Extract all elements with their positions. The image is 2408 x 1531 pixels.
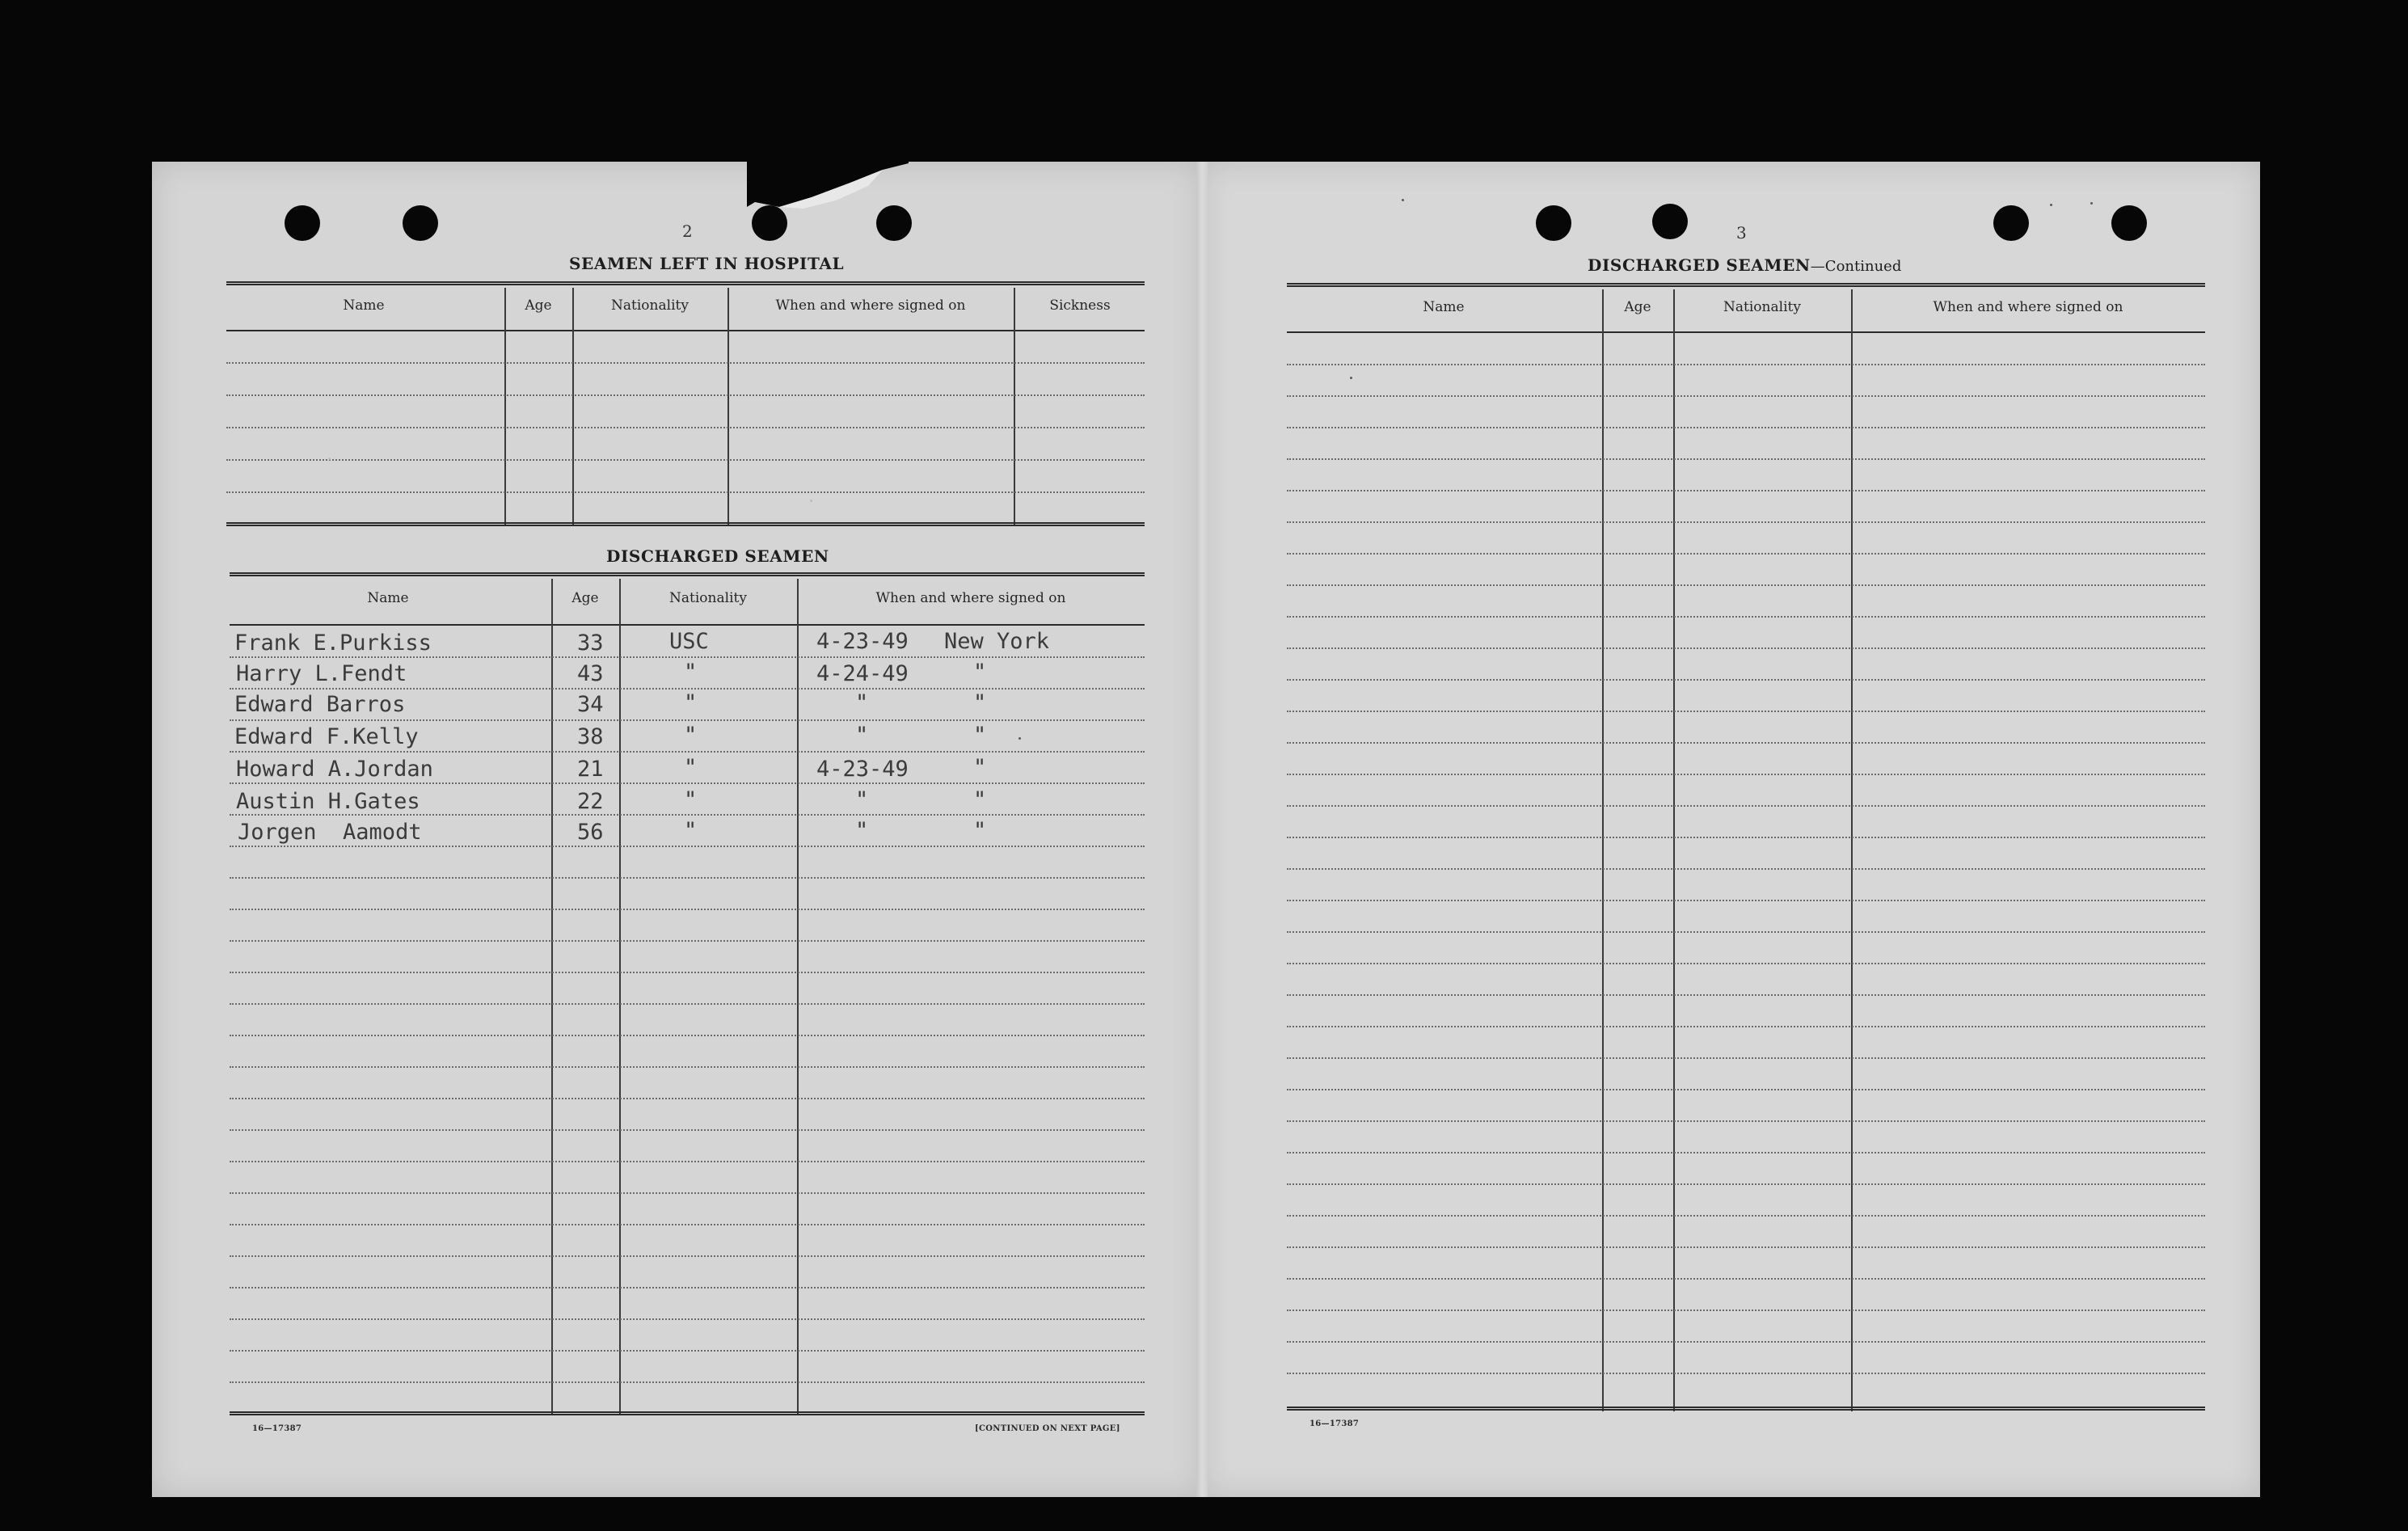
row-5-nationality: " (684, 755, 698, 780)
discharged-header-rule (230, 624, 1145, 626)
row-line (230, 1224, 1145, 1225)
row-7-date: " (855, 818, 869, 843)
discharged-col-divider (797, 579, 799, 1415)
row-line (230, 940, 1145, 942)
row-line (230, 909, 1145, 910)
row-5-place: " (973, 755, 987, 780)
row-line (230, 1035, 1145, 1036)
row-7-place: " (973, 818, 987, 843)
hospital-header-age: Age (525, 297, 552, 314)
title-suffix: —Continued (1810, 258, 1902, 275)
hospital-col-divider (504, 288, 506, 525)
hospital-row-line (226, 427, 1145, 428)
title-main: DISCHARGED SEAMEN (1588, 255, 1811, 275)
hospital-row-line (226, 491, 1145, 493)
discharged-col-divider (551, 579, 553, 1415)
row-line (1287, 521, 2205, 523)
right-top-rule (1287, 283, 2205, 287)
row-line (1287, 1310, 2205, 1311)
row-6-name: Austin H.Gates (236, 789, 420, 814)
hospital-row-line (226, 394, 1145, 396)
right-bottom-rule (1287, 1407, 2205, 1411)
hospital-col-divider (1014, 288, 1015, 525)
row-line (230, 1255, 1145, 1257)
row-line (230, 751, 1145, 753)
left-page (152, 162, 1201, 1497)
paper-speck (328, 458, 331, 460)
row-line (230, 1350, 1145, 1352)
discharged-col-divider (619, 579, 621, 1415)
hospital-header-signed-on: When and where signed on (775, 297, 966, 314)
row-1-date: 4-23-49 (816, 629, 909, 654)
row-2-date: 4-24-49 (816, 661, 909, 686)
row-line (1287, 1152, 2205, 1154)
row-4-place: " (973, 723, 987, 748)
hospital-bottom-rule (226, 522, 1145, 526)
row-4-name: Edward F.Kelly (234, 724, 419, 749)
hospital-col-divider (727, 288, 729, 525)
discharged-header-signed-on: When and where signed on (875, 590, 1066, 606)
right-header-nationality: Nationality (1723, 299, 1801, 315)
row-7-name: Jorgen Aamodt (238, 820, 422, 845)
paper-speck (810, 500, 812, 502)
discharged-section-title: DISCHARGED SEAMEN (606, 546, 829, 566)
paper-speck (1018, 737, 1021, 740)
row-line (1287, 490, 2205, 491)
row-line (1287, 1215, 2205, 1217)
paper-speck (2090, 202, 2093, 205)
row-line (1287, 616, 2205, 618)
row-line (1287, 963, 2205, 964)
row-line (230, 719, 1145, 721)
page-number: 2 (682, 221, 693, 241)
hospital-header-nationality: Nationality (611, 297, 689, 314)
row-line (1287, 1057, 2205, 1059)
row-line (1287, 805, 2205, 807)
discharged-header-age: Age (571, 590, 599, 606)
discharged-top-rule (230, 572, 1145, 576)
discharged-continued-title (1588, 255, 1901, 275)
row-2-nationality: " (684, 660, 698, 685)
punch-hole (285, 205, 320, 241)
page-fold (1196, 162, 1208, 1497)
row-line (1287, 647, 2205, 649)
punch-hole (2111, 205, 2147, 241)
row-line (230, 846, 1145, 847)
row-line (1287, 1278, 2205, 1280)
continued-note: [CONTINUED ON NEXT PAGE] (975, 1424, 1120, 1433)
row-2-name: Harry L.Fendt (236, 661, 407, 686)
row-3-place: " (973, 690, 987, 715)
row-line (1287, 900, 2205, 901)
row-line (230, 1066, 1145, 1068)
row-line (230, 877, 1145, 879)
row-line (1287, 1089, 2205, 1090)
row-2-place: " (973, 660, 987, 685)
row-line (230, 972, 1145, 973)
punch-hole (1536, 205, 1571, 241)
row-line (1287, 584, 2205, 586)
hospital-row-line (226, 362, 1145, 364)
row-4-date: " (855, 723, 869, 748)
row-line (1287, 837, 2205, 838)
row-line (1287, 994, 2205, 996)
punch-hole (1652, 204, 1688, 239)
paper-tear (747, 158, 909, 215)
row-line (230, 1381, 1145, 1383)
right-header-age: Age (1624, 299, 1651, 315)
discharged-bottom-rule (230, 1411, 1145, 1415)
row-6-date: " (855, 787, 869, 812)
form-number: 16—17387 (252, 1424, 302, 1433)
row-line (230, 1129, 1145, 1131)
row-line (230, 1318, 1145, 1320)
row-6-place: " (973, 787, 987, 812)
row-line (1287, 1183, 2205, 1185)
row-line (1287, 427, 2205, 428)
row-line (1287, 742, 2205, 744)
row-3-nationality: " (684, 690, 698, 715)
row-line (230, 814, 1145, 816)
hospital-top-rule (226, 281, 1145, 285)
row-line (230, 656, 1145, 658)
paper-speck (2050, 204, 2052, 206)
row-1-name: Frank E.Purkiss (234, 631, 432, 656)
discharged-header-nationality: Nationality (669, 590, 747, 606)
row-line (1287, 774, 2205, 775)
row-line (1287, 395, 2205, 397)
row-1-age: 33 (577, 631, 604, 656)
row-5-date: 4-23-49 (816, 757, 909, 782)
punch-hole (1993, 205, 2029, 241)
row-3-name: Edward Barros (234, 692, 406, 717)
row-line (1287, 931, 2205, 933)
row-line (230, 1098, 1145, 1099)
row-line (1287, 679, 2205, 681)
row-3-date: " (855, 690, 869, 715)
row-6-age: 22 (577, 789, 604, 814)
hospital-header-rule (226, 330, 1145, 331)
punch-hole (403, 205, 438, 241)
row-line (230, 1192, 1145, 1194)
row-line (230, 1003, 1145, 1005)
paper-speck (1402, 199, 1404, 201)
row-6-nationality: " (684, 787, 698, 812)
right-page (1201, 162, 2260, 1497)
form-number: 16—17387 (1309, 1419, 1360, 1428)
hospital-section-title: SEAMEN LEFT IN HOSPITAL (569, 254, 845, 273)
row-line (1287, 868, 2205, 870)
row-line (230, 1161, 1145, 1162)
row-7-age: 56 (577, 820, 604, 845)
hospital-col-divider (572, 288, 574, 525)
hospital-row-line (226, 459, 1145, 461)
row-line (1287, 1026, 2205, 1027)
row-line (1287, 711, 2205, 712)
row-line (230, 1287, 1145, 1288)
row-1-place: New York (944, 629, 1050, 654)
row-3-age: 34 (577, 692, 604, 717)
discharged-header-name: Name (367, 590, 409, 606)
row-5-age: 21 (577, 757, 604, 782)
paper-speck (1350, 377, 1352, 379)
row-line (1287, 458, 2205, 460)
row-line (1287, 364, 2205, 365)
hospital-header-name: Name (343, 297, 385, 314)
row-line (1287, 553, 2205, 555)
row-2-age: 43 (577, 661, 604, 686)
right-header-rule (1287, 331, 2205, 333)
right-header-name: Name (1423, 299, 1465, 315)
row-line (230, 782, 1145, 784)
row-1-nationality: USC (669, 629, 709, 654)
row-4-age: 38 (577, 724, 604, 749)
row-line (1287, 1373, 2205, 1374)
right-header-signed-on: When and where signed on (1933, 299, 2123, 315)
row-7-nationality: " (684, 818, 698, 843)
row-line (1287, 1246, 2205, 1248)
hospital-header-sickness: Sickness (1049, 297, 1111, 314)
row-line (1287, 1341, 2205, 1343)
row-5-name: Howard A.Jordan (236, 757, 433, 782)
row-line (1287, 1120, 2205, 1122)
row-line (230, 688, 1145, 690)
page-number: 3 (1736, 223, 1747, 243)
row-4-nationality: " (684, 723, 698, 748)
